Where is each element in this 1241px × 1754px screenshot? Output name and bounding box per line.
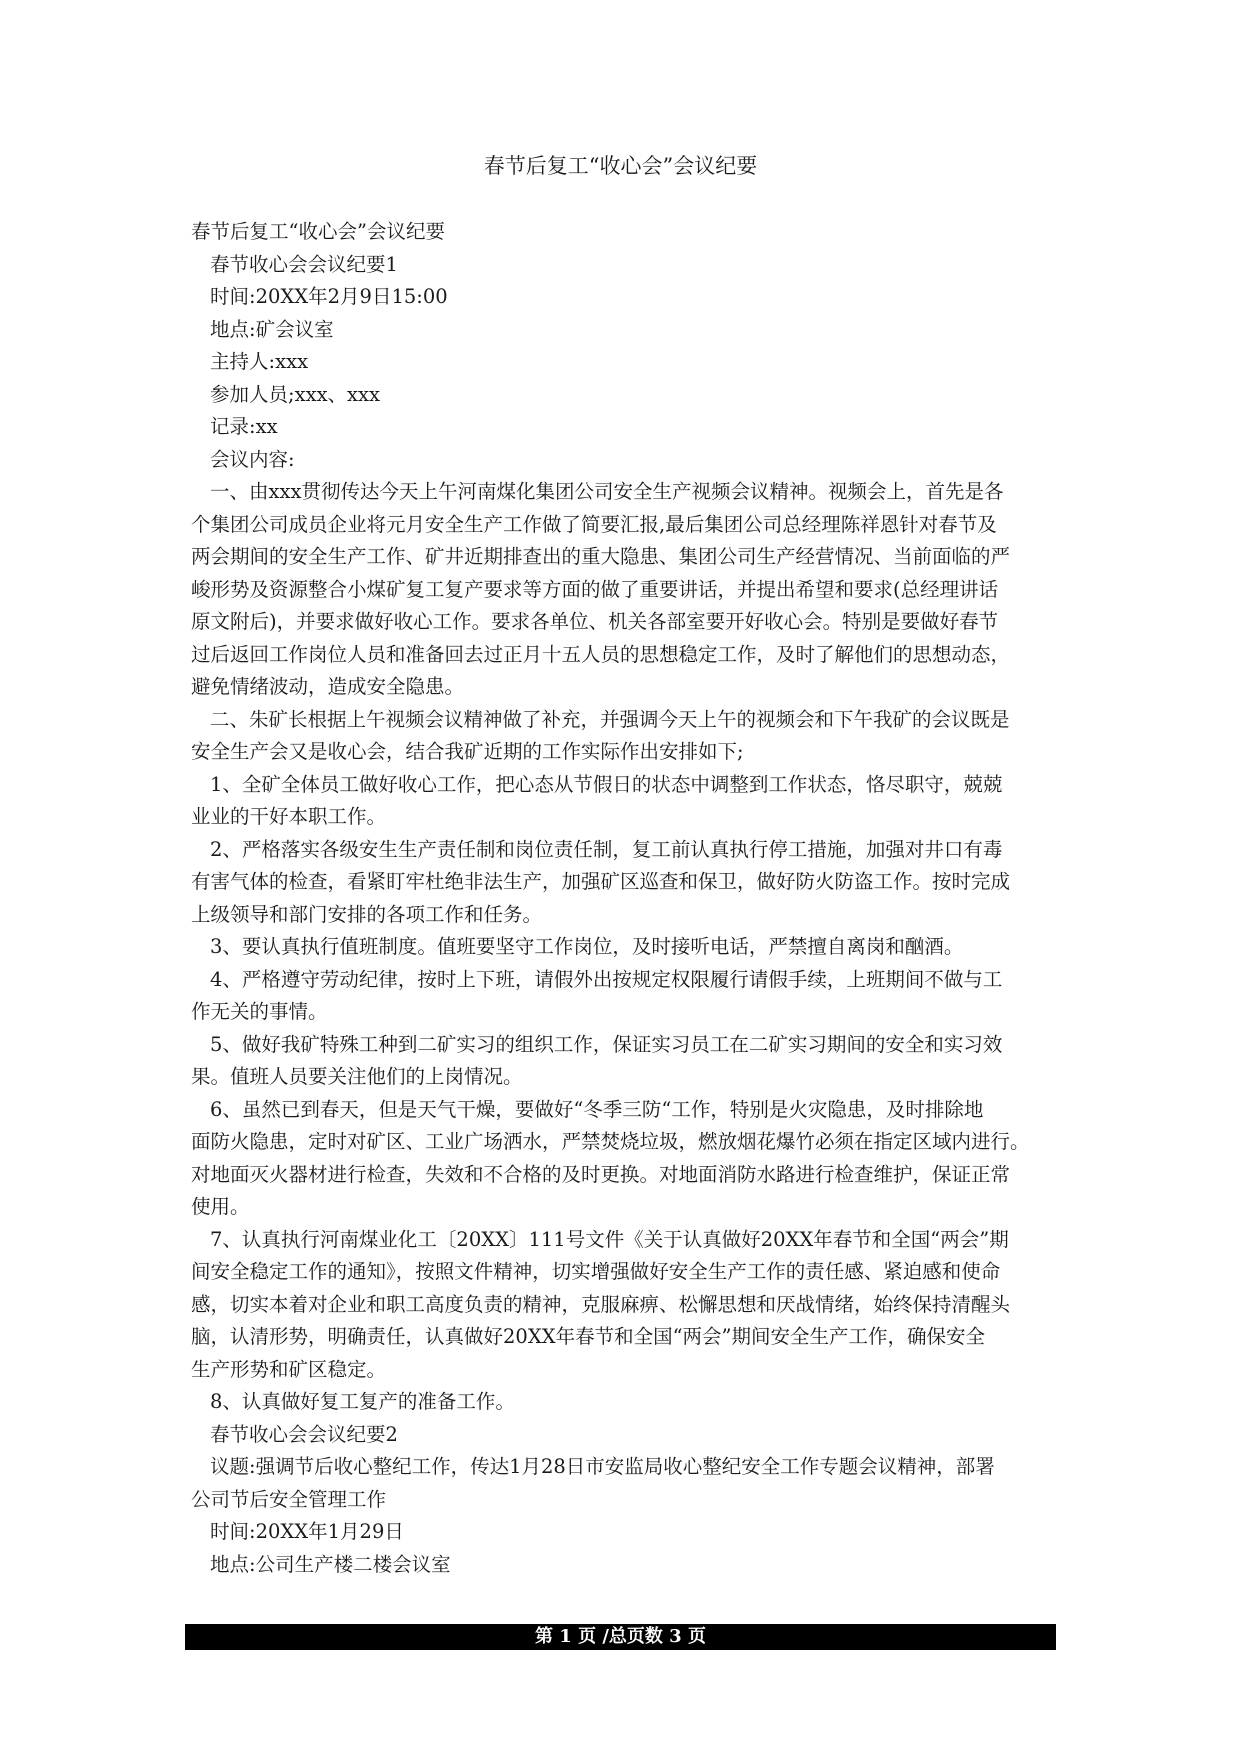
text-line: 8、认真做好复工复产的准备工作。 — [210, 1390, 515, 1413]
text-line: 面防火隐患，定时对矿区、工业广场洒水，严禁焚烧垃圾，燃放烟花爆竹必须在指定区域内进行。 — [191, 1130, 1030, 1153]
paragraph — [191, 1451, 1071, 1516]
paragraph — [191, 1029, 1071, 1094]
text-line: 作无关的事情。 — [191, 1000, 328, 1023]
text-line: 过后返回工作岗位人员和准备回去过正月十五人员的思想稳定工作，及时了解他们的思想动态， — [191, 642, 1011, 666]
text-line: 上级领导和部门安排的各项工作和任务。 — [191, 902, 543, 926]
paragraph — [191, 476, 1071, 704]
text-line: 两会期间的安全生产工作、矿井近期排查出的重大隐患、集团公司生产经营情况、当前面临的严 — [191, 545, 1011, 568]
text-line: 地点:公司生产楼二楼会议室 — [210, 1552, 451, 1576]
document-title: 春节后复工“收心会”会议纪要 — [483, 154, 758, 178]
text-line: 春节收心会会议纪要2 — [210, 1422, 398, 1446]
text-line: 生产形势和矿区稳定。 — [191, 1357, 387, 1381]
text-line: 7、认真执行河南煤业化工〔20XX〕111号文件《关于认真做好20XX年春节和全国“两会”期 — [210, 1227, 1009, 1251]
text-line: 春节收心会会议纪要1 — [210, 252, 398, 276]
text-line: 个集团公司成员企业将元月安全生产工作做了简要汇报,最后集团公司总经理陈祥恩针对春节及 — [191, 512, 997, 536]
paragraph — [191, 411, 1071, 444]
paragraph — [191, 1224, 1071, 1387]
text-line: 地点:矿会议室 — [210, 317, 334, 341]
paragraph — [191, 1516, 1071, 1549]
text-line: 业业的干好本职工作。 — [191, 805, 387, 828]
text-line: 6、虽然已到春天，但是天气干燥，要做好“冬季三防“工作，特别是火灾隐患，及时排除地 — [210, 1097, 984, 1121]
page-number-label: 第 1 页 /总页数 3 页 — [535, 1626, 706, 1647]
text-line: 脑，认清形势，明确责任，认真做好20XX年春节和全国“两会”期间安全生产工作，确保安全 — [191, 1325, 986, 1348]
paragraph — [191, 1419, 1071, 1452]
paragraph — [191, 704, 1071, 769]
text-line: 一、由xxx贯彻传达今天上午河南煤化集团公司安全生产视频会议精神。视频会上，首先是各 — [210, 480, 1004, 503]
text-line: 1、全矿全体员工做好收心工作，把心态从节假日的状态中调整到工作状态，恪尽职守，兢兢 — [210, 772, 1003, 796]
text-line: 5、做好我矿特殊工种到二矿实习的组织工作，保证实习员工在二矿实习期间的安全和实习效 — [210, 1032, 1003, 1056]
paragraph — [191, 379, 1071, 412]
text-line: 果。值班人员要关注他们的上岗情况。 — [191, 1065, 523, 1088]
text-line: 时间:20XX年1月29日 — [210, 1520, 404, 1543]
text-line: 安全生产会又是收心会，结合我矿近期的工作实际作出安排如下; — [191, 740, 744, 763]
paragraph — [191, 1386, 1071, 1419]
paragraph — [191, 1094, 1071, 1224]
text-line: 峻形势及资源整合小煤矿复工复产要求等方面的做了重要讲话，并提出希望和要求(总经理讲话 — [191, 577, 999, 601]
text-line: 春节后复工“收心会”会议纪要 — [191, 220, 445, 243]
paragraph — [191, 314, 1071, 347]
text-line: 议题:强调节后收心整纪工作，传达1月28日市安监局收心整纪安全工作专题会议精神，部署 — [210, 1455, 995, 1478]
text-line: 感，切实本着对企业和职工高度负责的精神，克服麻痹、松懈思想和厌战情绪，始终保持清醒头 — [191, 1292, 1011, 1316]
paragraph — [191, 1549, 1071, 1582]
paragraph — [191, 444, 1071, 477]
document-body — [191, 216, 1071, 1581]
text-line: 公司节后安全管理工作 — [191, 1487, 387, 1511]
text-line: 4、严格遵守劳动纪律，按时上下班，请假外出按规定权限履行请假手续，上班期间不做与工 — [210, 967, 1003, 991]
text-line: 会议内容: — [210, 447, 295, 471]
text-line: 间安全稳定工作的通知》，按照文件精神，切实增强做好安全生产工作的责任感、紧迫感和使命 — [191, 1260, 1001, 1283]
page-footer — [185, 1624, 1056, 1650]
paragraph — [191, 834, 1071, 932]
text-line: 参加人员;xxx、xxx — [210, 382, 381, 406]
text-line: 时间:20XX年2月9日15:00 — [210, 285, 448, 308]
paragraph — [191, 216, 1071, 249]
text-line: 3、要认真执行值班制度。值班要坚守工作岗位，及时接听电话，严禁擅自离岗和酗酒。 — [210, 935, 964, 958]
paragraph — [191, 281, 1071, 314]
text-line: 避免情绪波动，造成安全隐患。 — [191, 675, 465, 698]
text-line: 有害气体的检查，看紧盯牢杜绝非法生产，加强矿区巡查和保卫，做好防火防盗工作。按时完成 — [191, 870, 1011, 893]
text-line: 记录:xx — [210, 415, 278, 438]
text-line: 2、严格落实各级安生生产责任制和岗位责任制，复工前认真执行停工措施，加强对井口有毒 — [210, 837, 1003, 861]
text-line: 使用。 — [191, 1195, 250, 1218]
paragraph — [191, 964, 1071, 1029]
text-line: 主持人:xxx — [210, 350, 309, 373]
paragraph — [191, 769, 1071, 834]
text-line: 对地面灭火器材进行检查，失效和不合格的及时更换。对地面消防水路进行检查维护，保证正常 — [191, 1162, 1011, 1186]
paragraph — [191, 249, 1071, 282]
paragraph — [191, 931, 1071, 964]
text-line: 二、朱矿长根据上午视频会议精神做了补充，并强调今天上午的视频会和下午我矿的会议既是 — [210, 707, 1010, 731]
paragraph — [191, 346, 1071, 379]
text-line: 原文附后)，并要求做好收心工作。要求各单位、机关各部室要开好收心会。特别是要做好春节 — [191, 610, 999, 633]
